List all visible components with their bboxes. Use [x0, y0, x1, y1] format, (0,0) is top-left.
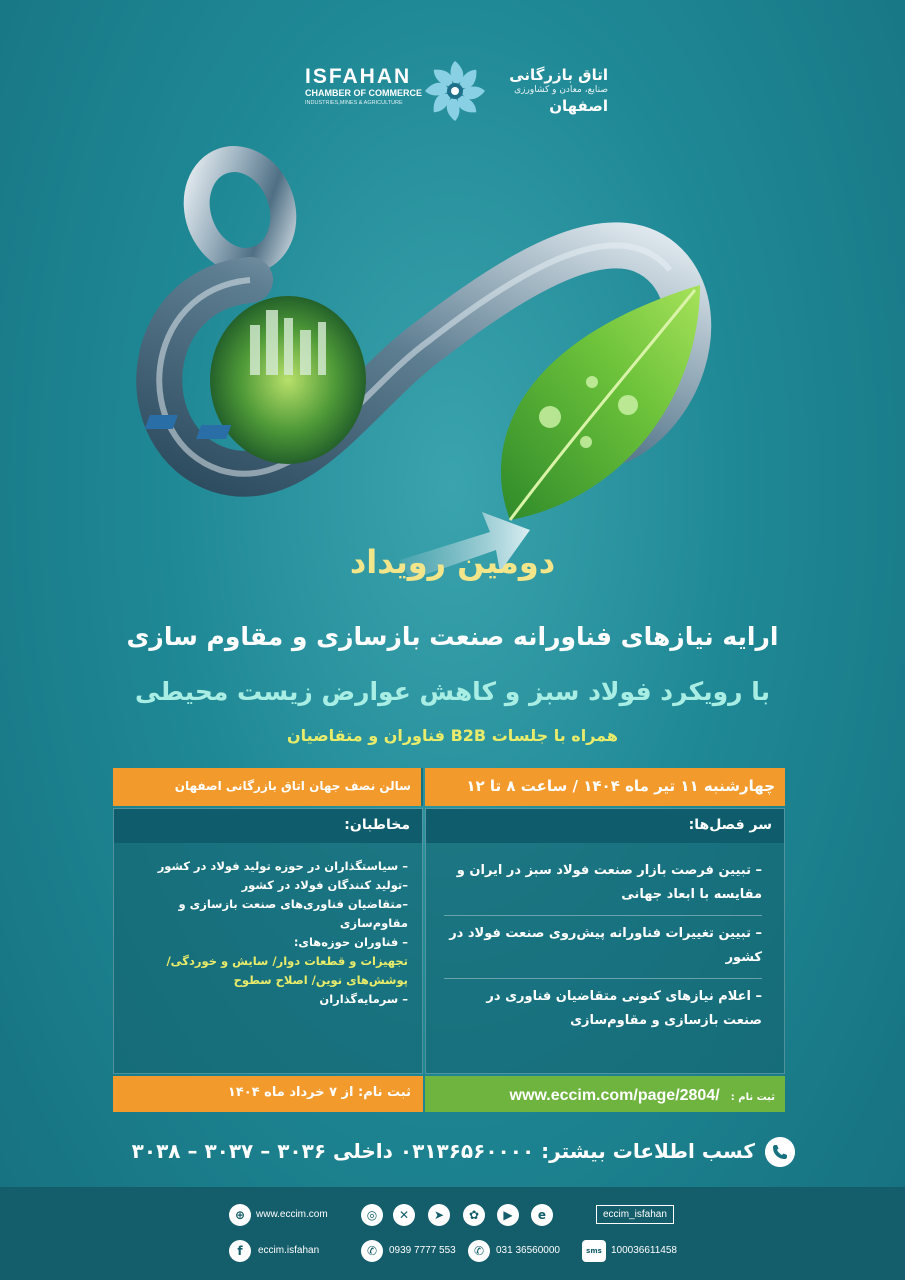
topics-panel	[425, 808, 785, 1074]
audience-panel	[113, 808, 423, 1074]
audience-item: – فناوران حوزه‌های:	[293, 935, 408, 949]
audience-item: –تولید کنندگان فولاد در کشور	[241, 878, 408, 892]
footer-row-contacts	[0, 1237, 905, 1267]
facebook-icon[interactable]: f	[229, 1240, 251, 1262]
date-venue-row	[113, 768, 785, 806]
event-info-table	[113, 768, 785, 1112]
footer-row-social	[0, 1201, 905, 1231]
eitaa-icon[interactable]: e	[531, 1204, 553, 1226]
logo-fa-line2: صنایع، معادن و کشاورزی	[514, 85, 608, 95]
hero-illustration	[100, 140, 750, 580]
registration-period: ثبت نام: از ۷ خرداد ماه ۱۴۰۴	[113, 1076, 423, 1112]
footer-facebook[interactable]: eccim.isfahan	[258, 1245, 320, 1256]
aparat-icon[interactable]: ✿	[463, 1204, 485, 1226]
topic-item: – تبیین تغییرات فناورانه پیش‌روی صنعت فولاد در کشور	[444, 916, 762, 979]
contact-line	[105, 1133, 795, 1173]
audience-list	[114, 843, 422, 1009]
topic-item: – تبیین فرصت بازار صنعت فولاد سبز در ایران و مقایسه با ابعاد جهانی	[444, 853, 762, 916]
subtitle: با رویکرد فولاد سبز و کاهش عوارض زیست محیطی	[135, 677, 770, 706]
x-twitter-icon[interactable]: ✕	[393, 1204, 415, 1226]
logo-persian	[493, 66, 608, 115]
logo-en-sectors: INDUSTRIES,MINES & AGRICULTURE	[305, 100, 403, 106]
footer-website[interactable]: www.eccim.com	[256, 1209, 328, 1220]
contact-text: کسب اطلاعات بیشتر: ۰۳۱۳۶۵۶۰۰۰۰ داخلی ۳۰۳۶ – ۳۰۳۷ – ۳۰۳۸	[131, 1139, 755, 1163]
instagram-icon[interactable]: ◎	[361, 1204, 383, 1226]
audience-item: –متقاضیان فناوری‌های صنعت بازسازی و مقاوم‌سازی	[178, 897, 408, 930]
logo-en-subtitle: CHAMBER OF COMMERCE	[305, 88, 422, 98]
whatsapp-icon[interactable]: ✆	[361, 1240, 383, 1262]
topics-list	[426, 843, 784, 1041]
footer	[0, 1187, 905, 1280]
logo-fa-line3: اصفهان	[549, 97, 608, 115]
telegram-icon[interactable]: ➤	[428, 1204, 450, 1226]
footer-whatsapp[interactable]: 0939 7777 553	[389, 1245, 456, 1256]
topics-heading: سر فصل‌ها:	[426, 809, 784, 843]
audience-fields: تجهیزات و قطعات دوار/ سایش و خوردگی/ پوشش‌های نوین/ اصلاح سطوح	[166, 954, 408, 987]
event-title: دومین رویداد	[349, 543, 556, 581]
youtube-icon[interactable]: ▶	[497, 1204, 519, 1226]
header-logo	[0, 58, 905, 130]
phone-icon: ✆	[468, 1240, 490, 1262]
event-date: چهارشنبه ۱۱ تیر ماه ۱۴۰۴ / ساعت ۸ تا ۱۲	[425, 768, 785, 806]
registration-row	[113, 1076, 785, 1112]
b2b-subtitle: همراه با جلسات B2B فناوران و متقاضیان	[287, 726, 618, 745]
registration-url[interactable]: www.eccim.com/page/2804/	[509, 1087, 720, 1104]
logo-english	[305, 66, 423, 107]
footer-phone[interactable]: 031 36560000	[496, 1245, 560, 1256]
logo-en-name: ISFAHAN	[305, 65, 412, 88]
audience-heading: مخاطبان:	[114, 809, 422, 843]
logo-fa-line1: اتاق بازرگانی	[509, 66, 608, 84]
chamber-emblem-icon	[422, 58, 488, 124]
registration-link-cell	[425, 1076, 785, 1112]
phone-icon	[765, 1137, 795, 1167]
registration-label: ثبت نام :	[730, 1092, 775, 1103]
footer-sms[interactable]: 100036611458	[611, 1245, 677, 1256]
audience-item: – سیاستگذاران در حوزه تولید فولاد در کشور	[157, 859, 408, 873]
audience-item: – سرمایه‌گذاران	[319, 992, 408, 1006]
topic-item: – اعلام نیازهای کنونی متقاضیان فناوری در صنعت بازسازی و مقاوم‌سازی	[486, 989, 762, 1028]
sms-icon: sms	[582, 1240, 606, 1262]
event-venue: سالن نصف جهان اتاق بازرگانی اصفهان	[113, 768, 423, 806]
footer-handle[interactable]: eccim_isfahan	[596, 1205, 674, 1224]
main-title: ارایه نیازهای فناورانه صنعت بازسازی و مقاوم سازی	[126, 622, 779, 651]
globe-icon: ⊕	[229, 1204, 251, 1226]
